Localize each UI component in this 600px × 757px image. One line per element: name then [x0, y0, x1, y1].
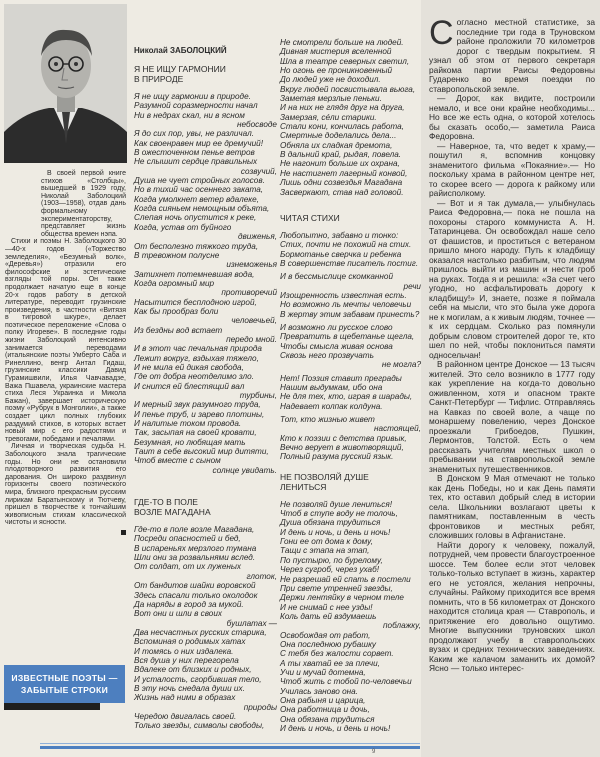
poem-line: Вспоминая о родимых хатах — [134, 637, 246, 647]
poem-line: И снится ей блестящий вал — [134, 381, 245, 391]
poem-line: Держи лентяйку в черном теле — [280, 593, 404, 603]
poem-line: Вся душа у них перегорела — [134, 655, 239, 665]
bio-paragraph: Стихи и поэмы Н. Заболоцкого 30—40-х годов («Торжество земледелия», «Безумный волк», «Деревья») отразили его философские и эстетические взгляды той поры. Он также продолжает начатую еще в конце 20-х годов работу в детской литературе, переводит грузинские произведения, в частности «Витязя в тигровой шкуре», делает поэтическое переложение «Слова о полку Игореве». В последние годы жизни Заболоцкий интенсивно занимается переводами (итальянские поэты Умберто Саба и Ринеллино, венгр Антал Гидаш, грузинские классики Давид Гурамишвили, Илья Чавчавадзе, Важа Пшавела, украинские мастера стиха Леся Украинка и Микола Бажан), завершает историческую поэму «Рубрук в Монголии», а также создает цикл полных глубоких раздумий стихов, в которых встает новый мир с его радостями и тревогами, победами и печалями. — [5, 238, 126, 443]
poem-line: В тревожном полусне — [134, 250, 220, 260]
poem-line: Таит в себе высокий мир дитяти, — [134, 447, 269, 457]
poem-line: Стих, почти не похожий на стих. — [280, 240, 412, 250]
poem-title-line: Я НЕ ИЩУ ГАРМОНИИ — [134, 64, 226, 74]
poem-line: Она рабыня и царица, — [280, 695, 366, 705]
poem-line: Не настигнет лагерный конвой, — [280, 168, 408, 178]
stanza — [280, 272, 421, 319]
poem-line: Чтобы смысла живая основа — [280, 341, 393, 351]
poem-line: Насытится бесплодною игрой, — [134, 297, 257, 307]
poem-line: В испареньях мерзлого тумана — [134, 543, 257, 553]
poem-line: Надевает колпак колдуна. — [280, 401, 383, 411]
poem-line: Слепая ночь опустится к реке, — [134, 213, 257, 223]
poems-column-2 — [280, 38, 421, 737]
poem-line: От бандитов шайки воровской — [134, 581, 256, 591]
poem-line: Обняла их сладкая дремота, — [280, 140, 393, 150]
poem-line: противоречий — [221, 288, 277, 298]
poem-line: Лишь одни созвездья Магадана — [280, 178, 403, 188]
end-mark — [121, 530, 126, 535]
poem-line: Чередою двигалась своей. — [134, 711, 237, 721]
stanza — [280, 500, 421, 734]
poem-line: И день и ночь, и день и ночь! — [280, 527, 391, 537]
poem-line: При свете утренней звезды, — [280, 583, 393, 593]
poem-line: движенья, — [238, 232, 277, 242]
author-name: Николай ЗАБОЛОЦКИЙ — [134, 46, 227, 55]
poem-line: Она обязана трудиться — [280, 714, 375, 724]
poem-body-continued — [280, 38, 421, 197]
banner-line: ИЗВЕСТНЫЕ ПОЭТЫ — — [11, 673, 118, 683]
poem-line: Чтоб вместе с сыном — [134, 456, 221, 466]
poem-line: Шла в театре северных светил, — [280, 56, 410, 66]
poem-line: Тащи с этапа на этап, — [280, 546, 370, 556]
poem-title-line: ЧИТАЯ СТИХИ — [280, 212, 340, 223]
poem-title — [134, 64, 277, 84]
poem-line: небосводе — [236, 120, 277, 130]
poem-line: Посреди опасностей и бед, — [134, 534, 241, 544]
poem-line: Два несчастных русских старика, — [134, 627, 267, 637]
stanza — [280, 415, 421, 462]
poem-line: Где-то в поле возле Магадана, — [134, 525, 255, 535]
poem-line: Но огонь ее проникновенный — [280, 66, 393, 76]
poem-line: Как бы прообраз боли — [134, 306, 219, 316]
poem-line: И в бессмыслице скомканной — [280, 272, 394, 282]
stanza — [280, 323, 421, 370]
article-paragraph: — Дорог, как видите, построили немало, и все они крайне необходимы... Но все же есть одна, о которой хотелось бы сказать особо,— заметила Раиса Федоровна. — [429, 93, 595, 141]
poem-line: Нашим выдумкам, ибо она — [280, 383, 383, 392]
poem-line: Изощренность известная есть. — [280, 290, 407, 300]
poem-title-line: ВОЗЛЕ МАГАДАНА — [134, 507, 211, 518]
poem-body — [134, 525, 277, 731]
poem-title — [280, 472, 421, 492]
article-paragraph: — Наверное, та, что ведет к храму,— пошутил я, вспомнив концовку знаменитого фильма «Покаяние».— Но поскольку храма в районном центре нет, то скорее всего — дорога к райкому или райисполкому. — [429, 140, 595, 198]
portrait-photo — [4, 4, 127, 163]
poem-line: Любопытно, забавно и тонко: — [280, 230, 399, 240]
poem-line: Превратить в щебетанье щегла, — [280, 332, 415, 342]
article-column — [429, 14, 595, 674]
poem-line: созвучий, — [240, 166, 277, 176]
poem-line: Безумная, но любящая мать — [134, 437, 246, 447]
poem-line: Но в тихий час осеннего заката, — [134, 185, 264, 195]
poem-line: И возможно ли русское слово — [280, 322, 393, 332]
article-paragraph — [429, 14, 595, 94]
poem-body — [280, 231, 421, 462]
poem-line: Коль дать ей вздумаешь — [280, 611, 377, 621]
poem-line: Заметая мерзлые пеньки. — [280, 94, 382, 104]
poem-line: Так, засыпая на своей кровати, — [134, 428, 257, 438]
poem-line: турбины, — [239, 391, 277, 400]
poem-line: Дивная мистерия вселенной — [280, 47, 392, 57]
poem-line: Через сугроб, через ухаб! — [280, 565, 379, 575]
article-paragraph: Найти дорогу к человеку, пожалуй, потрудней, чем провести благоустроенное шоссе. Тем более если этот человек только-только вступает в жизнь, характер его не устоялся, желания непрочны, случайны. Райкому приходится все время помнить, что в 56 километрах от Донского находится столица края — Ставрополь, и притяжение его довольно ощутимо. Многие выпускники труновских школ продолжают учебу в ставропольских вузах и средних технических заведениях. Каким же калачом заманить их домой? Ясно — только интерес- — [429, 539, 595, 673]
poem-title — [134, 497, 277, 517]
poem-line: Не для тех, кто, играя в шарады, — [280, 392, 413, 402]
poem-line: речи — [403, 281, 421, 291]
article-paragraph: В районном центре Донское — 13 тысяч жителей. Это село возникло в 1777 году как укрепление на когда-то довольно оживленном, хотя и опасном тракте Санкт-Петербург — Тифлис. Отправляясь на Кавказ по своей воле, а чаще по монаршему повелению, через Донское проезжали Грибоедов, Пушкин, Лермонтов, Толстой. Есть о чем рассказать учителям местных школ о пребывании на ставропольской земле знаменитых путешественников. — [429, 359, 595, 474]
poem-line: А ты хватай ее за плечи, — [280, 658, 380, 668]
poem-line: И усталость, сгорбившая тело, — [134, 674, 262, 684]
poem-line: Здесь спасали только околодок — [134, 590, 258, 600]
poem-body — [134, 92, 277, 475]
poem-line: Сквозь него прозвучать — [280, 350, 374, 360]
poem-line: Полный разума русский язык. — [280, 452, 394, 462]
bottom-rule — [40, 743, 420, 744]
poem-title-line: В ПРИРОДЕ — [134, 74, 184, 84]
poem-line: Вкруг людей посвистывала вьюга, — [280, 84, 416, 94]
poem-line: И не мила ей дикая свобода, — [134, 362, 244, 372]
poem-line: не могла? — [381, 360, 421, 370]
bio-paragraph: Личная и творческая судьба Н. Заболоцкого знала трагические годы. Но они не остановили плодотворного развития его дарования. Он широко раздвинул горизонты своего поэтического мира, близкого прекрасным русским лирикам Баратынскому и Тютчеву, пришел в творчестве к тончайшим живописным стихам классической чистоты и ясности. — [5, 443, 126, 527]
poem-line: Освобождая от работ, — [280, 630, 371, 640]
stanza — [280, 38, 421, 197]
poem-line: По пустырю, по бурелому, — [280, 555, 383, 565]
stanza — [134, 525, 277, 731]
poem-line: Она последнюю рубашку — [280, 639, 377, 649]
poem-line: И мерный звук разумного труда, — [134, 400, 261, 410]
poem-line: Только звезды, символы свободы, — [134, 721, 265, 731]
poem-line: Как своенравен мир ее дремучий! — [134, 138, 264, 148]
stanza — [280, 374, 421, 411]
article-paragraph: В Донском 9 Мая отмечают не только как День Победы, но и как День памяти тех, кто оставил добрый след в истории села. Школьники возлагают цветы к памятникам, поставленным в честь фронтовиков и местных ребят, сложивших головы в Афганистане. — [429, 473, 595, 540]
stanza — [280, 231, 421, 268]
poem-line: Но возможно ль мечты человечьи — [280, 300, 412, 310]
poem-line: Чтоб в ступе воду не толочь, — [280, 509, 398, 519]
poem-line: Вдалеке от близких и родных, — [134, 665, 252, 675]
poem-line: Когда, устав от буйного — [134, 222, 232, 232]
poem-title-line: ЛЕНИТЬСЯ — [280, 481, 327, 492]
poem-line: человечьей, — [231, 316, 277, 326]
poem-line: Засверкают, став над головой. — [280, 187, 404, 197]
poem-line: Чтоб жить с тобой по-человечьи — [280, 677, 412, 687]
poem-line: Вечно верует в животворящий, — [280, 443, 404, 453]
poem-line: Замерзая, сéли старики. — [280, 112, 377, 122]
poem-line: Шли они за розвальнями вслед. — [134, 553, 256, 563]
drop-cap: С — [429, 14, 454, 52]
poem-line: Я не ищу гармонии в природе. — [134, 92, 251, 101]
poem-line: Не смотрели больше на людей. — [280, 38, 404, 47]
poem-line: Когда сияньем немощным объята, — [134, 204, 270, 214]
poem-line: изнеможенья — [226, 260, 277, 270]
poem-line: В жертву этим забавам принесть? — [280, 309, 420, 319]
poem-line: Не позволяй душе лениться! — [280, 499, 393, 509]
poem-line: Ни в недрах скал, ни в ясном — [134, 110, 245, 120]
poem-line: С тебя без жалости сорвет. — [280, 649, 394, 659]
poem-line: И томясь о них издалека. — [134, 646, 234, 656]
poem-line: Где от добра неотделимо зло. — [134, 372, 254, 382]
poem-body — [280, 500, 421, 734]
poem-line: Гони ее от дома к дому, — [280, 537, 373, 547]
poem-title-line: ГДЕ-ТО В ПОЛЕ — [134, 497, 198, 508]
article-text: огласно местной статистике, за последние три года в Труновском районе проложили 70 километров дорог с твердым покрытием. Я узнал об этом от первого секретаря райкома партии Раисы Федоровны Гударенко во время поездки по ставропольской земле. — [429, 17, 595, 94]
poem-line: В ожесточенном пенье ветров — [134, 148, 255, 158]
poem-line: Смертные доделались дела... — [280, 131, 397, 141]
poem-line: солнце увидать. — [212, 465, 277, 475]
poem-line: Когда огромный мир — [134, 278, 215, 288]
poem-line: И на них не глядя друг на друга, — [280, 103, 405, 113]
poems-column-1 — [134, 46, 277, 735]
poem-line: Из бездны вод встает — [134, 325, 223, 335]
poem-title — [280, 213, 421, 223]
poem-line: Да наряды в город за мукой. — [134, 599, 244, 609]
poem-line: От солдат, от их луженых — [134, 562, 241, 572]
poem-line: Она работница и дочь, — [280, 705, 370, 715]
poem-line: И налитые током провода. — [134, 419, 242, 429]
poem-line: глоток, — [246, 571, 277, 581]
poem-line: Бормотанье сверчка и ребенка — [280, 249, 402, 259]
poem-line: Училась заново она. — [280, 686, 359, 696]
biography-column — [5, 170, 126, 535]
poem-line: Не нагонит больше их охрана, — [280, 159, 400, 169]
poem-line: Вот они и шли в своих — [134, 609, 223, 619]
poem-line: поблажку, — [383, 621, 421, 631]
poem-line: Затихнет потемневшая вода, — [134, 269, 255, 279]
poem-line: В совершенстве писатель постиг. — [280, 258, 419, 268]
section-banner — [4, 665, 125, 703]
banner-line: ЗАБЫТЫЕ СТРОКИ — [20, 685, 109, 695]
poem-line: И не снимай с нее узды! — [280, 602, 373, 612]
poem-line: бушлатах — — [226, 618, 277, 628]
poem-line: Жизнь над ними в образах — [134, 693, 236, 703]
poem-line: От бесполезно тяжкого труда, — [134, 241, 259, 251]
poem-line: Нет! Поэзия ставит преграды — [280, 373, 402, 383]
poem-line: Лежит вокруг, вздыхая тяжело, — [134, 353, 259, 363]
poem-line: И пенье труб, и зарево плотины, — [134, 409, 265, 419]
poem-line: Учи и мучай дотемна, — [280, 667, 366, 677]
poem-line: Кто к поэзии с детства привык, — [280, 433, 407, 443]
poem-line: Душа не чует стройных голосов. — [134, 176, 265, 186]
poem-line: Тот, кто жизнью живет — [280, 415, 375, 425]
poem-line: Когда умолкнет ветер вдалеке, — [134, 194, 260, 204]
article-paragraph: — Вот и я так думала,— улыбнулась Раиса Федоровна,— пока не пошла на похороны старого коммуниста А. Н. Татаринцева. Он освобождал наше село от фашистов, и проститься с ветераном пришло много народу. Путь к кладбищу оказался настолько разбитым, что людям пришлось выйти из машин и нести гроб на руках. Тогда я и решила: «За счет чего угодно, но асфальтировать дорогу к кладбищу!» И, знаете, позже я поймала себя на мысли, что это была уже дорога не к могилам, а к живым людям, точнее — к их сердцам. Сколько раз помянули добрым словом строителей дорог те, кто шел по ней, чтобы поклониться памяти односельчан! — [429, 197, 595, 360]
poem-line: настоящей, — [374, 424, 421, 434]
poem-line: Разумной соразмерности начал — [134, 101, 258, 111]
poem-line: В дальний край, рыдая, повела. — [280, 150, 402, 160]
poem-line: Не разрешай ей спать в постели — [280, 574, 411, 584]
bio-paragraph: В своей первой книге стихов «Столбцы», вышедшей в 1929 году, Николай Заболоцкий (1903—1958), отдав дань формальному экспериментаторству, представляет жизнь общества времен нэпа. — [41, 170, 126, 238]
poem-line: природы — [243, 702, 277, 712]
poem-line: передо мной. — [226, 334, 277, 344]
stanza — [134, 92, 277, 475]
page-number: 9 — [372, 749, 376, 755]
poem-line: Душа обязана трудиться — [280, 518, 381, 528]
banner-underline — [4, 703, 100, 710]
poem-line: Я до сих пор, увы, не различал. — [134, 129, 254, 139]
poem-line: До людей уже не доходил. — [280, 75, 381, 85]
bottom-rule — [40, 746, 420, 749]
poem-title-line: НЕ ПОЗВОЛЯЙ ДУШЕ — [280, 471, 369, 482]
poem-line: И в этот час печальная природа — [134, 344, 262, 354]
poem-line: Стали кони, кончилась работа, — [280, 122, 404, 132]
poem-line: Не слышит сердце правильных — [134, 157, 258, 167]
poem-line: В эту ночь снедала души их. — [134, 683, 245, 693]
poem-line: И день и ночь, и день и ночь! — [280, 724, 391, 733]
